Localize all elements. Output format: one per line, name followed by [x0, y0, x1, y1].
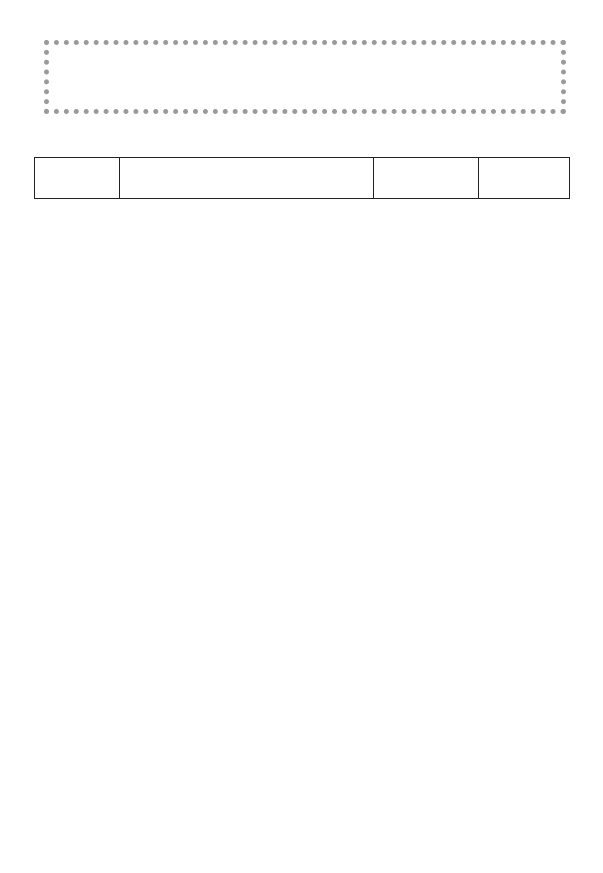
- column-header-target: [374, 158, 479, 199]
- column-header-school: [35, 158, 120, 199]
- schedule-table: [34, 157, 570, 199]
- table-header-row: [35, 158, 570, 199]
- column-header-dates: [120, 158, 374, 199]
- column-header-deadline: [479, 158, 570, 199]
- newsletter-header: [44, 40, 566, 114]
